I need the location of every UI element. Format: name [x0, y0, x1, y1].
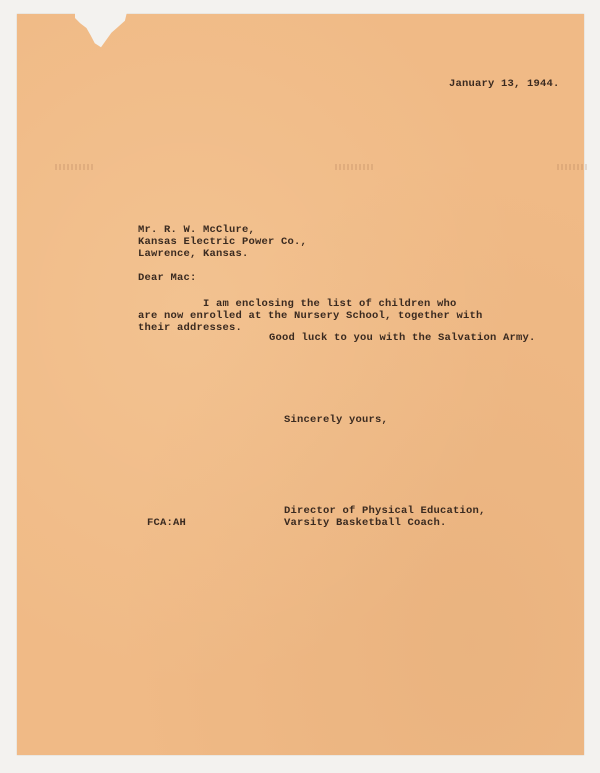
paper-mark: [557, 164, 587, 170]
salutation: Dear Mac:: [138, 272, 197, 284]
recipient-name: Mr. R. W. McClure,: [138, 224, 256, 236]
recipient-company: Kansas Electric Power Co.,: [138, 236, 308, 248]
body-line: their addresses.: [138, 322, 243, 334]
paper-mark: [335, 164, 373, 170]
closing: Sincerely yours,: [284, 414, 389, 426]
body-paragraph-2: Good luck to you with the Salvation Army.: [269, 332, 536, 344]
letter-date: January 13, 1944.: [449, 78, 560, 90]
recipient-address: [138, 224, 307, 260]
reference-initials: FCA:AH: [147, 517, 187, 529]
body-line: are now enrolled at the Nursery School, together with: [138, 310, 483, 322]
signature-title: Director of Physical Education,: [284, 505, 486, 517]
signature-title: Varsity Basketball Coach.: [284, 517, 447, 529]
letter-paper: [17, 14, 584, 755]
signature-block: [284, 505, 486, 529]
paper-mark: [55, 164, 95, 170]
torn-corner: [75, 12, 127, 52]
body-line: I am enclosing the list of children who: [138, 298, 457, 310]
recipient-city: Lawrence, Kansas.: [138, 248, 249, 260]
body-paragraph-1: [138, 298, 483, 334]
